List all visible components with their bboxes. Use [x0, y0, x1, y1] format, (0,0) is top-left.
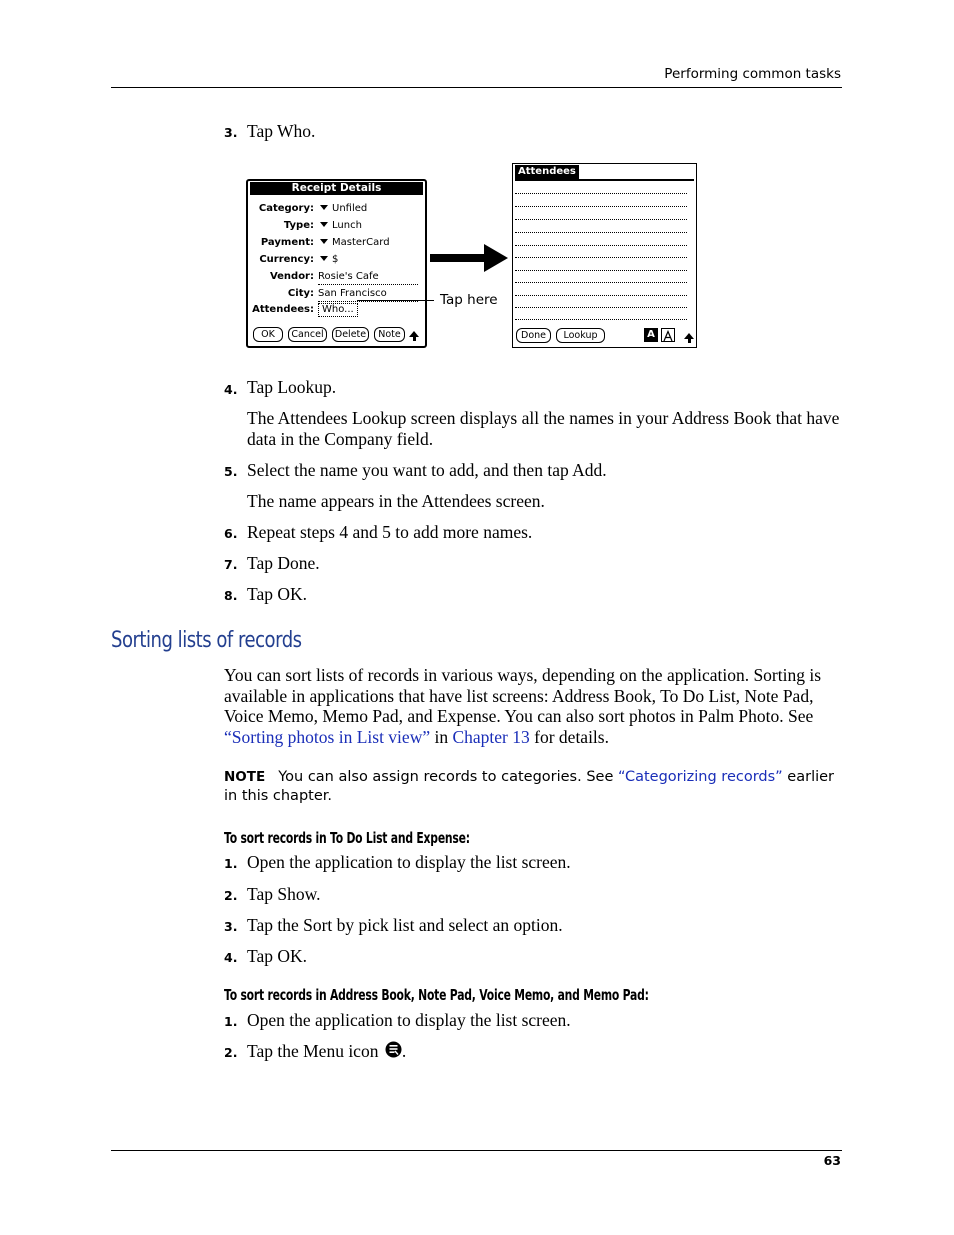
callout-line	[357, 300, 434, 301]
step-text: Open the application to display the list screen.	[247, 1010, 571, 1030]
procedure-heading: To sort records in Address Book, Note Pad, Voice Memo, and Memo Pad:	[224, 986, 649, 1004]
attendee-line[interactable]	[515, 232, 687, 233]
field-label: Category:	[258, 203, 314, 214]
attendee-line[interactable]	[515, 270, 687, 271]
note-button[interactable]: Note	[374, 327, 405, 342]
field-label: Attendees:	[252, 304, 314, 315]
field-row[interactable]	[248, 253, 425, 267]
intro-text: in	[430, 726, 453, 747]
field-value: Rosie's Cafe	[318, 270, 418, 285]
graffiti-shift-icon	[409, 331, 419, 337]
step-text: Tap Show.	[247, 884, 321, 904]
intro-text: for details.	[529, 726, 609, 747]
step-number: 3.	[224, 919, 238, 934]
outline-a-toggle[interactable]	[661, 328, 675, 342]
step-text-main: Tap the Menu icon	[247, 1041, 379, 1061]
header-rule	[111, 87, 842, 88]
step-text	[247, 1041, 406, 1062]
field-row[interactable]	[248, 303, 425, 317]
field-value: Unfiled	[332, 203, 368, 214]
field-row[interactable]	[248, 219, 425, 233]
attendees-screen	[512, 163, 697, 348]
dropdown-triangle-icon	[320, 239, 328, 244]
attendee-line[interactable]	[515, 193, 687, 194]
step-number: 2.	[224, 1045, 238, 1060]
step-paragraph: The name appears in the Attendees screen.	[247, 491, 545, 511]
field-value: Lunch	[332, 220, 362, 231]
step-text-trail: .	[401, 1041, 407, 1061]
receipt-details-title: Receipt Details	[250, 182, 423, 195]
page-number: 63	[823, 1153, 841, 1168]
field-row[interactable]	[248, 270, 425, 284]
field-row[interactable]	[248, 236, 425, 250]
step-text: Repeat steps 4 and 5 to add more names.	[247, 522, 533, 542]
cancel-button[interactable]: Cancel	[288, 327, 327, 342]
field-label: Vendor:	[269, 271, 314, 282]
sorting-photos-link[interactable]: “Sorting photos in List view”	[224, 726, 431, 747]
outline-a-icon	[662, 330, 674, 342]
step-text: Tap OK.	[247, 584, 308, 604]
attendees-title: Attendees	[515, 165, 579, 179]
field-value: MasterCard	[332, 237, 390, 248]
done-button[interactable]: Done	[516, 328, 551, 343]
step-text: Tap Who.	[247, 121, 316, 141]
right-arrow-icon	[430, 243, 510, 273]
note-text: You can also assign records to categories. See	[278, 769, 618, 785]
uppercase-toggle[interactable]: A	[644, 328, 658, 342]
section-intro	[224, 665, 842, 747]
intro-text: You can sort lists of records in various ways, depending on the application. Sorting is available in applications that have list screens: Address Book, To Do List, Note Pad, Voice Memo, Memo Pad, and Expense. You can also sort photos in Palm Photo. See	[224, 665, 822, 726]
step-number: 6.	[224, 526, 238, 541]
dropdown-triangle-icon	[320, 205, 328, 210]
step-text: Tap Done.	[247, 553, 320, 573]
step-number: 5.	[224, 464, 238, 479]
step-number: 8.	[224, 588, 238, 603]
step-number: 2.	[224, 888, 238, 903]
note-text: earlier in this chapter.	[224, 769, 835, 804]
field-row[interactable]	[248, 287, 425, 301]
field-label: Type:	[283, 220, 314, 231]
field-label: Payment:	[260, 237, 314, 248]
field-value: San Francisco	[318, 287, 418, 302]
step-text: Select the name you want to add, and then tap Add.	[247, 460, 607, 480]
attendee-line[interactable]	[515, 257, 687, 258]
step-number: 4.	[224, 950, 238, 965]
graffiti-shift-icon	[684, 333, 694, 339]
attendee-line[interactable]	[515, 206, 687, 207]
attendee-line[interactable]	[515, 295, 687, 296]
section-title: Sorting lists of records	[111, 628, 302, 653]
attendee-line[interactable]	[515, 245, 687, 246]
lookup-button[interactable]: Lookup	[556, 328, 605, 343]
step-text: Tap OK.	[247, 946, 308, 966]
attendee-line[interactable]	[515, 219, 687, 220]
step-number: 4.	[224, 382, 238, 397]
step-number: 7.	[224, 557, 238, 572]
step-number: 1.	[224, 1014, 238, 1029]
step-text: Tap the Sort by pick list and select an option.	[247, 915, 563, 935]
field-label: Currency:	[259, 254, 314, 265]
menu-icon	[385, 1041, 402, 1058]
callout-label: Tap here	[440, 292, 498, 308]
dropdown-triangle-icon	[320, 256, 328, 261]
field-row[interactable]	[248, 202, 425, 216]
running-header: Performing common tasks	[664, 66, 841, 82]
procedure-heading: To sort records in To Do List and Expense:	[224, 829, 470, 847]
ok-button[interactable]: OK	[253, 327, 283, 342]
footer-rule	[111, 1150, 842, 1151]
field-value: $	[332, 254, 339, 265]
step-text: Open the application to display the list screen.	[247, 852, 571, 872]
step-paragraph: The Attendees Lookup screen displays all the names in your Address Book that have data in the Company field.	[247, 408, 840, 449]
step-number: 1.	[224, 856, 238, 871]
dropdown-triangle-icon	[320, 222, 328, 227]
attendee-line[interactable]	[515, 307, 687, 308]
attendee-line[interactable]	[515, 319, 687, 320]
categorizing-records-link[interactable]: “Categorizing records”	[617, 769, 783, 785]
chapter-13-link[interactable]: Chapter 13	[452, 726, 530, 747]
note-label: NOTE	[224, 769, 266, 785]
field-label: City:	[287, 288, 314, 299]
attendee-line[interactable]	[515, 282, 687, 283]
who-button[interactable]: Who...	[318, 303, 358, 317]
receipt-details-screen	[246, 179, 427, 348]
note	[224, 768, 844, 806]
title-rule	[515, 179, 694, 181]
delete-button[interactable]: Delete	[332, 327, 369, 342]
step-number: 3.	[224, 125, 238, 140]
step-text: Tap Lookup.	[247, 377, 337, 397]
